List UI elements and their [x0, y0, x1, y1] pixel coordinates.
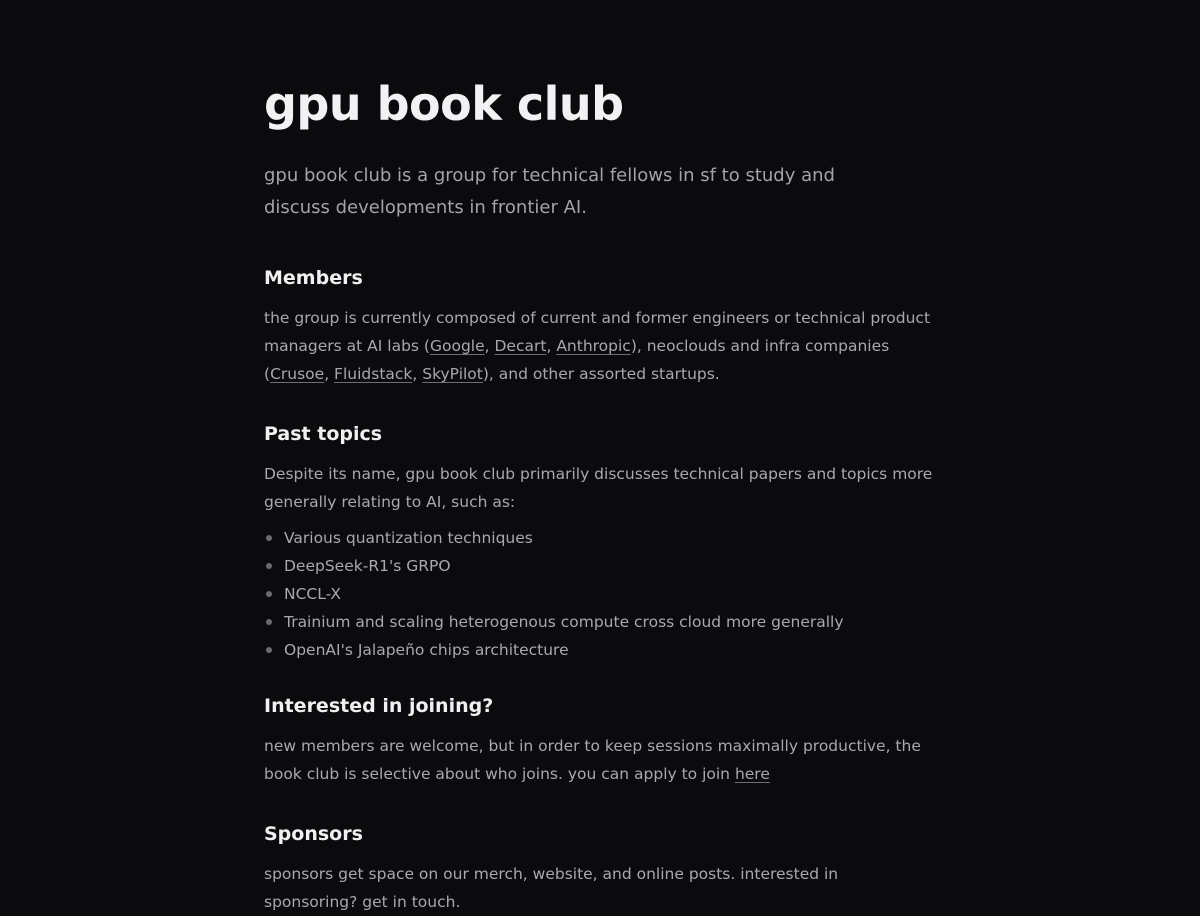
link-decart[interactable]: Decart — [494, 337, 547, 355]
bullet-icon — [266, 619, 272, 625]
joining-text — [264, 732, 924, 788]
members-text-3: ), and other assorted startups. — [482, 365, 720, 383]
members-text-2: ), neoclouds and infra companies ( — [264, 337, 890, 383]
link-google[interactable]: Google — [429, 337, 485, 355]
list-item-label: NCCL-X — [284, 585, 342, 603]
members-sep-3: , — [324, 365, 335, 383]
joining-heading: Interested in joining? — [264, 695, 494, 717]
sponsors-heading: Sponsors — [264, 823, 363, 845]
list-item-label: DeepSeek-R1's GRPO — [284, 557, 451, 575]
joining-text-body: new members are welcome, but in order to keep sessions maximally productive, the book club is selective about who joins. you can apply to join — [264, 737, 921, 783]
sponsors-section — [264, 820, 936, 916]
past-topics-heading: Past topics — [264, 423, 383, 445]
bullet-icon — [266, 563, 272, 569]
sponsors-text: sponsors get space on our merch, website, and online posts. interested in sponsoring? get in touch. — [264, 865, 839, 911]
link-crusoe[interactable]: Crusoe — [270, 365, 325, 383]
past-topics-section — [264, 420, 936, 664]
list-item — [264, 524, 936, 552]
members-sep-1: , — [484, 337, 495, 355]
link-skypilot[interactable]: SkyPilot — [422, 365, 483, 383]
list-item — [264, 608, 936, 636]
members-sep-4: , — [412, 365, 423, 383]
joining-section — [264, 692, 936, 788]
list-item — [264, 552, 936, 580]
members-sep-2: , — [546, 337, 557, 355]
list-item — [264, 636, 936, 664]
list-item-label: Trainium and scaling heterogenous compute cross cloud more generally — [284, 613, 844, 631]
list-item — [264, 580, 936, 608]
members-section — [264, 264, 936, 388]
link-anthropic[interactable]: Anthropic — [556, 337, 631, 355]
list-item-label: OpenAI's Jalapeño chips architecture — [284, 641, 569, 659]
link-fluidstack[interactable]: Fluidstack — [334, 365, 413, 383]
page-title: gpu book club — [264, 77, 624, 131]
bullet-icon — [266, 535, 272, 541]
past-topics-text: Despite its name, gpu book club primarily discusses technical papers and topics more generally relating to AI, such as: — [264, 465, 933, 511]
bullet-icon — [266, 591, 272, 597]
members-heading: Members — [264, 267, 363, 289]
topics-list — [264, 524, 936, 664]
intro-text: gpu book club is a group for technical fellows in sf to study and discuss developments in frontier AI. — [264, 165, 835, 218]
members-text-1: the group is currently composed of current and former engineers or technical product managers at AI labs ( — [264, 309, 931, 355]
list-item-label: Various quantization techniques — [284, 529, 533, 547]
members-text — [264, 304, 936, 388]
bullet-icon — [266, 647, 272, 653]
link-apply-here[interactable]: here — [734, 765, 770, 783]
